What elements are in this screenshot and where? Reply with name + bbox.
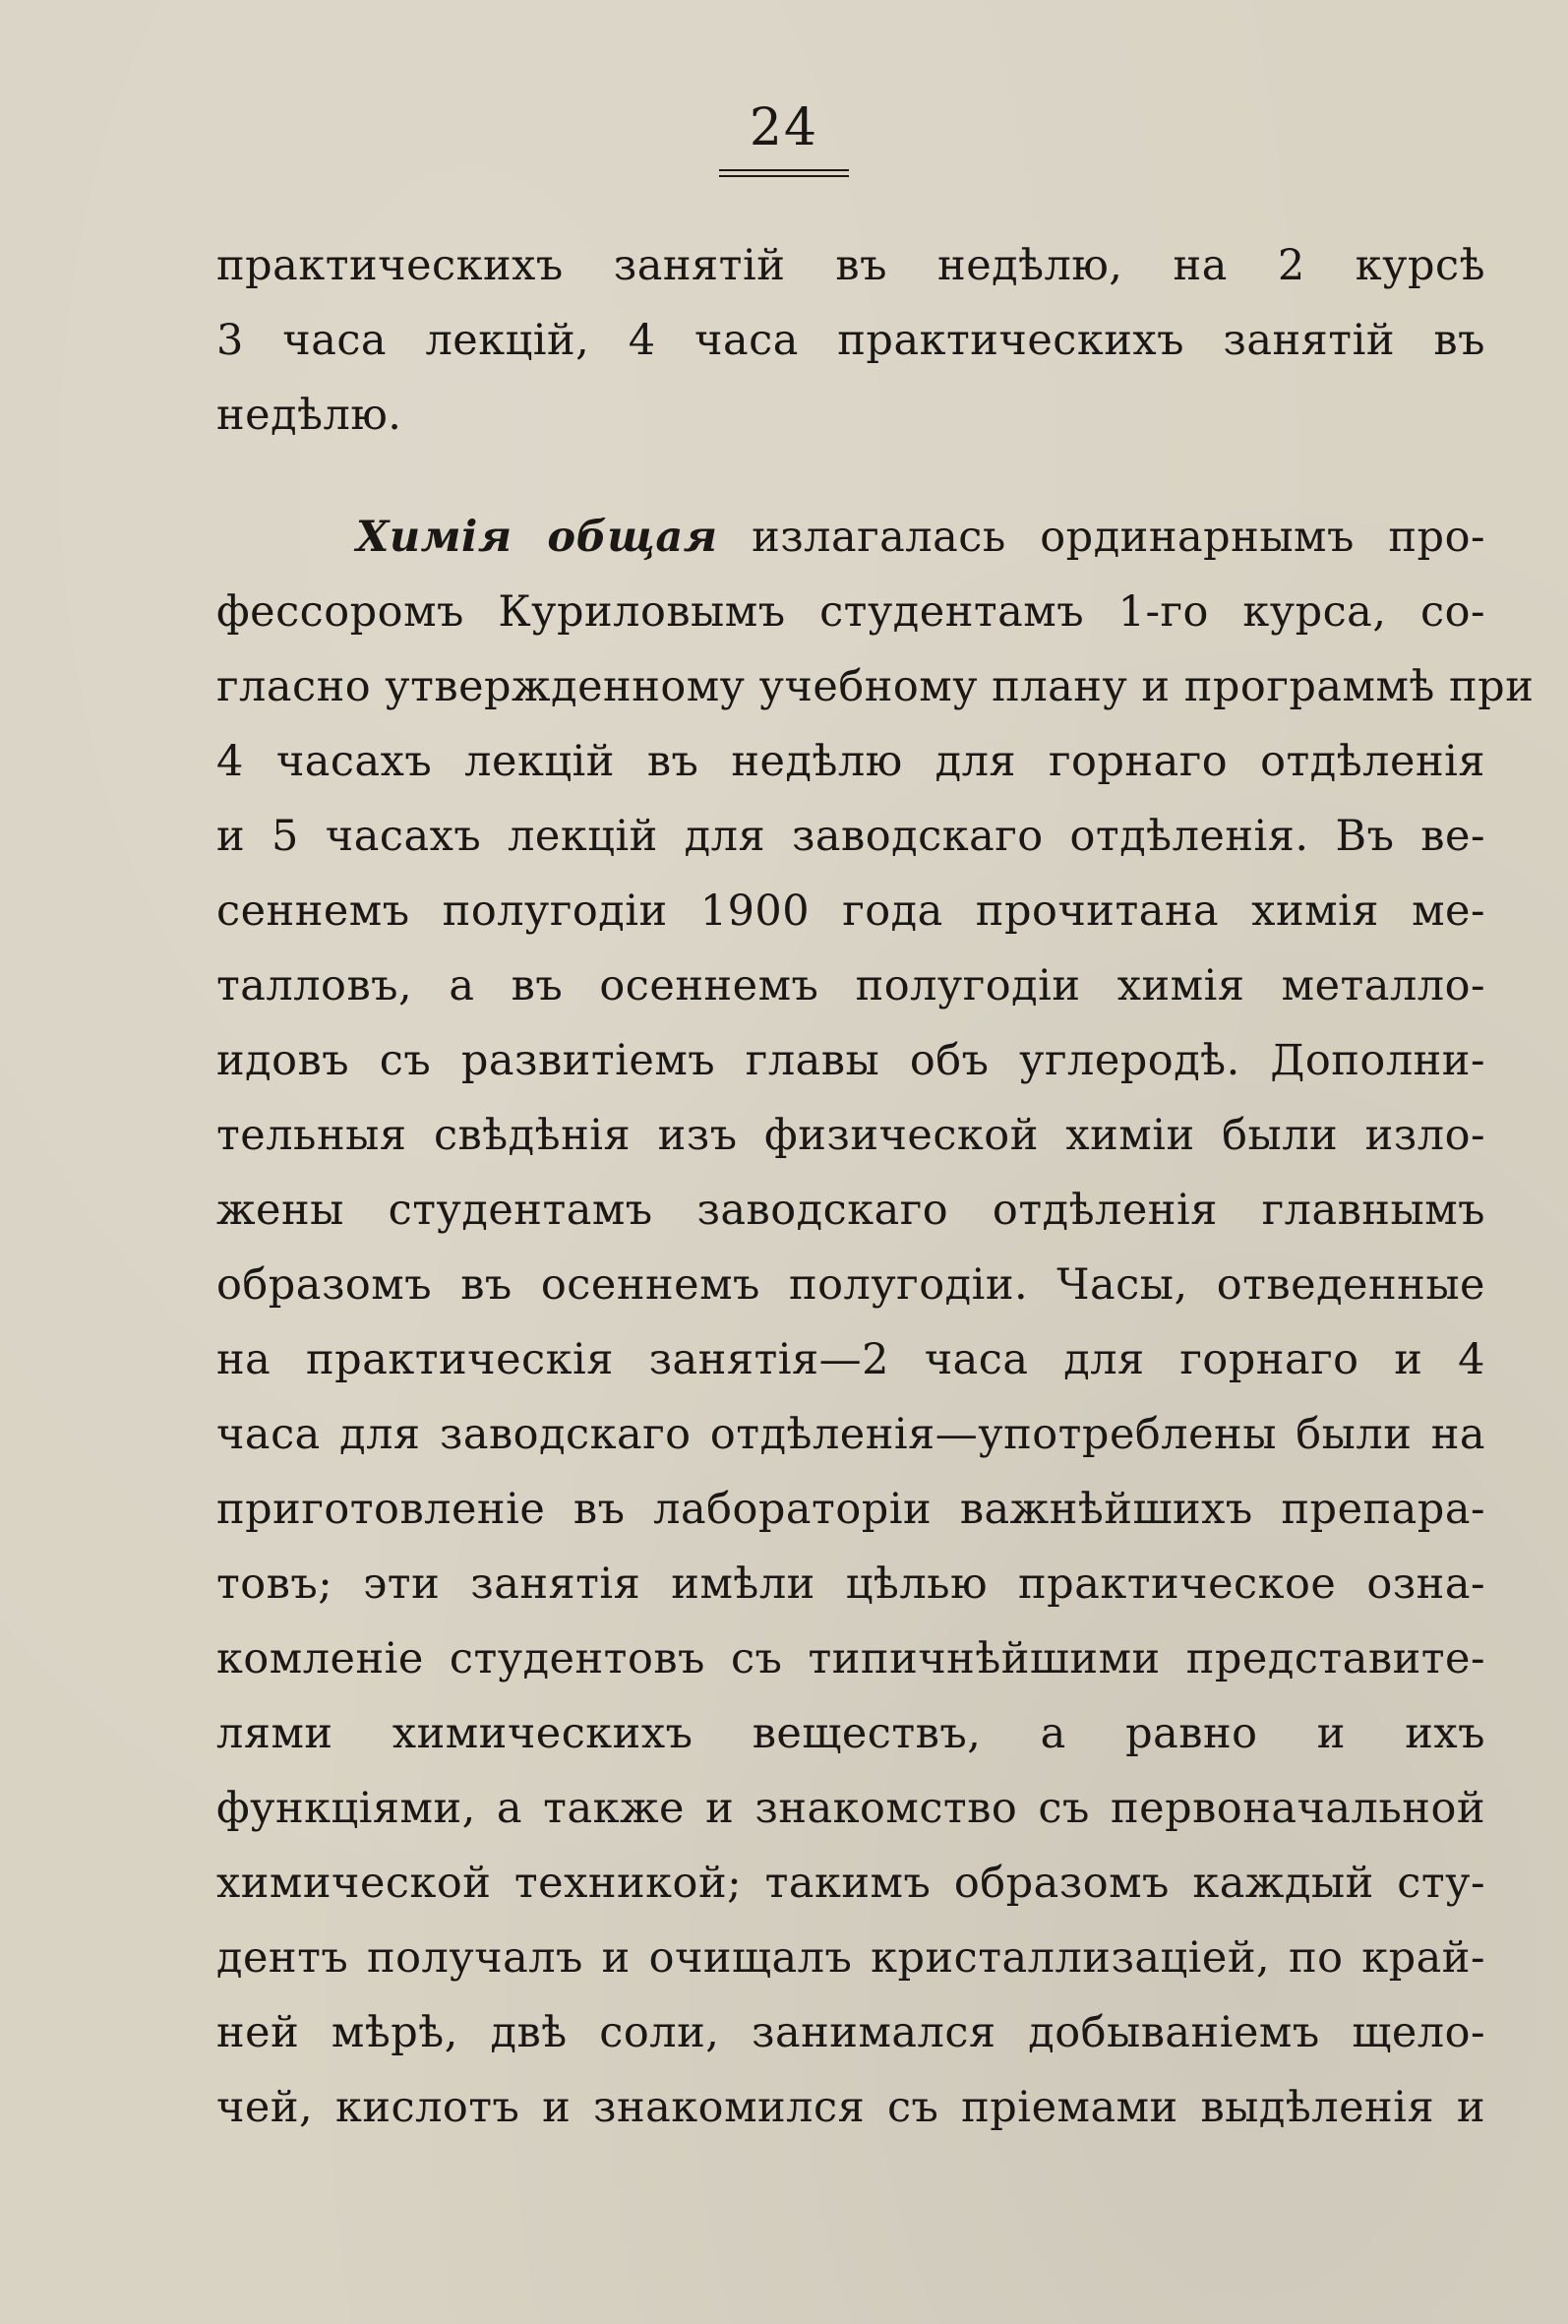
text-line: фессоромъ Куриловымъ студентамъ 1-го курса, со- xyxy=(216,587,1485,637)
page-number: 24 xyxy=(749,98,819,157)
text-line-rest: излагалась ординарнымъ про- xyxy=(717,513,1485,562)
page-number-rule-upper xyxy=(719,169,849,171)
continuation-text xyxy=(216,228,1485,453)
text-line: талловъ, а въ осеннемъ полугодіи химія металло- xyxy=(216,961,1485,1010)
section-term: Химія общая xyxy=(356,513,718,562)
text-line: чей, кислотъ и знакомился съ пріемами выдѣленія и xyxy=(216,2083,1485,2132)
text-line: часа для заводскаго отдѣленія—употреблены были на xyxy=(216,1410,1485,1459)
text-line: 4 часахъ лекцій въ недѣлю для горнаго отдѣленія xyxy=(216,737,1485,786)
text-line: лями химическихъ веществъ, а равно и ихъ xyxy=(216,1709,1485,1758)
text-line: на практическія занятія—2 часа для горнаго и 4 xyxy=(216,1335,1485,1384)
text-line: ней мѣрѣ, двѣ соли, занимался добываніемъ щело- xyxy=(216,2008,1485,2057)
text-line: комленіе студентовъ съ типичнѣйшими представите- xyxy=(216,1634,1485,1683)
text-line: приготовленіе въ лабораторіи важнѣйшихъ препара- xyxy=(216,1485,1485,1534)
chemistry-paragraph xyxy=(216,500,1535,2145)
text-line: и 5 часахъ лекцій для заводскаго отдѣленія. Въ ве- xyxy=(216,812,1485,861)
text-line: функціями, а также и знакомство съ первоначальной xyxy=(216,1784,1485,1833)
text-line: товъ; эти занятія имѣли цѣлью практическое озна- xyxy=(216,1560,1485,1609)
text-line: идовъ съ развитіемъ главы объ углеродѣ. Дополни- xyxy=(216,1036,1485,1085)
text-line: сеннемъ полугодіи 1900 года прочитана химія ме- xyxy=(216,887,1485,936)
page-number-rule-lower xyxy=(719,175,849,177)
text-line: 3 часа лекцій, 4 часа практическихъ занятій въ xyxy=(216,316,1485,365)
text-line: химической техникой; такимъ образомъ каждый сту- xyxy=(216,1859,1485,1908)
text-line: дентъ получалъ и очищалъ кристаллизаціей, по край- xyxy=(216,1933,1485,1983)
text-line: тельныя свѣдѣнія изъ физической химіи были изло- xyxy=(216,1111,1485,1160)
text-line: недѣлю. xyxy=(216,391,402,440)
text-line: практическихъ занятій въ недѣлю, на 2 курсѣ xyxy=(216,241,1485,290)
paragraph-first-line xyxy=(216,500,1485,575)
text-line: образомъ въ осеннемъ полугодіи. Часы, отведенные xyxy=(216,1260,1485,1310)
text-line: гласно утвержденному учебному плану и программѣ при xyxy=(216,662,1535,711)
text-line: жены студентамъ заводскаго отдѣленія главнымъ xyxy=(216,1186,1485,1235)
